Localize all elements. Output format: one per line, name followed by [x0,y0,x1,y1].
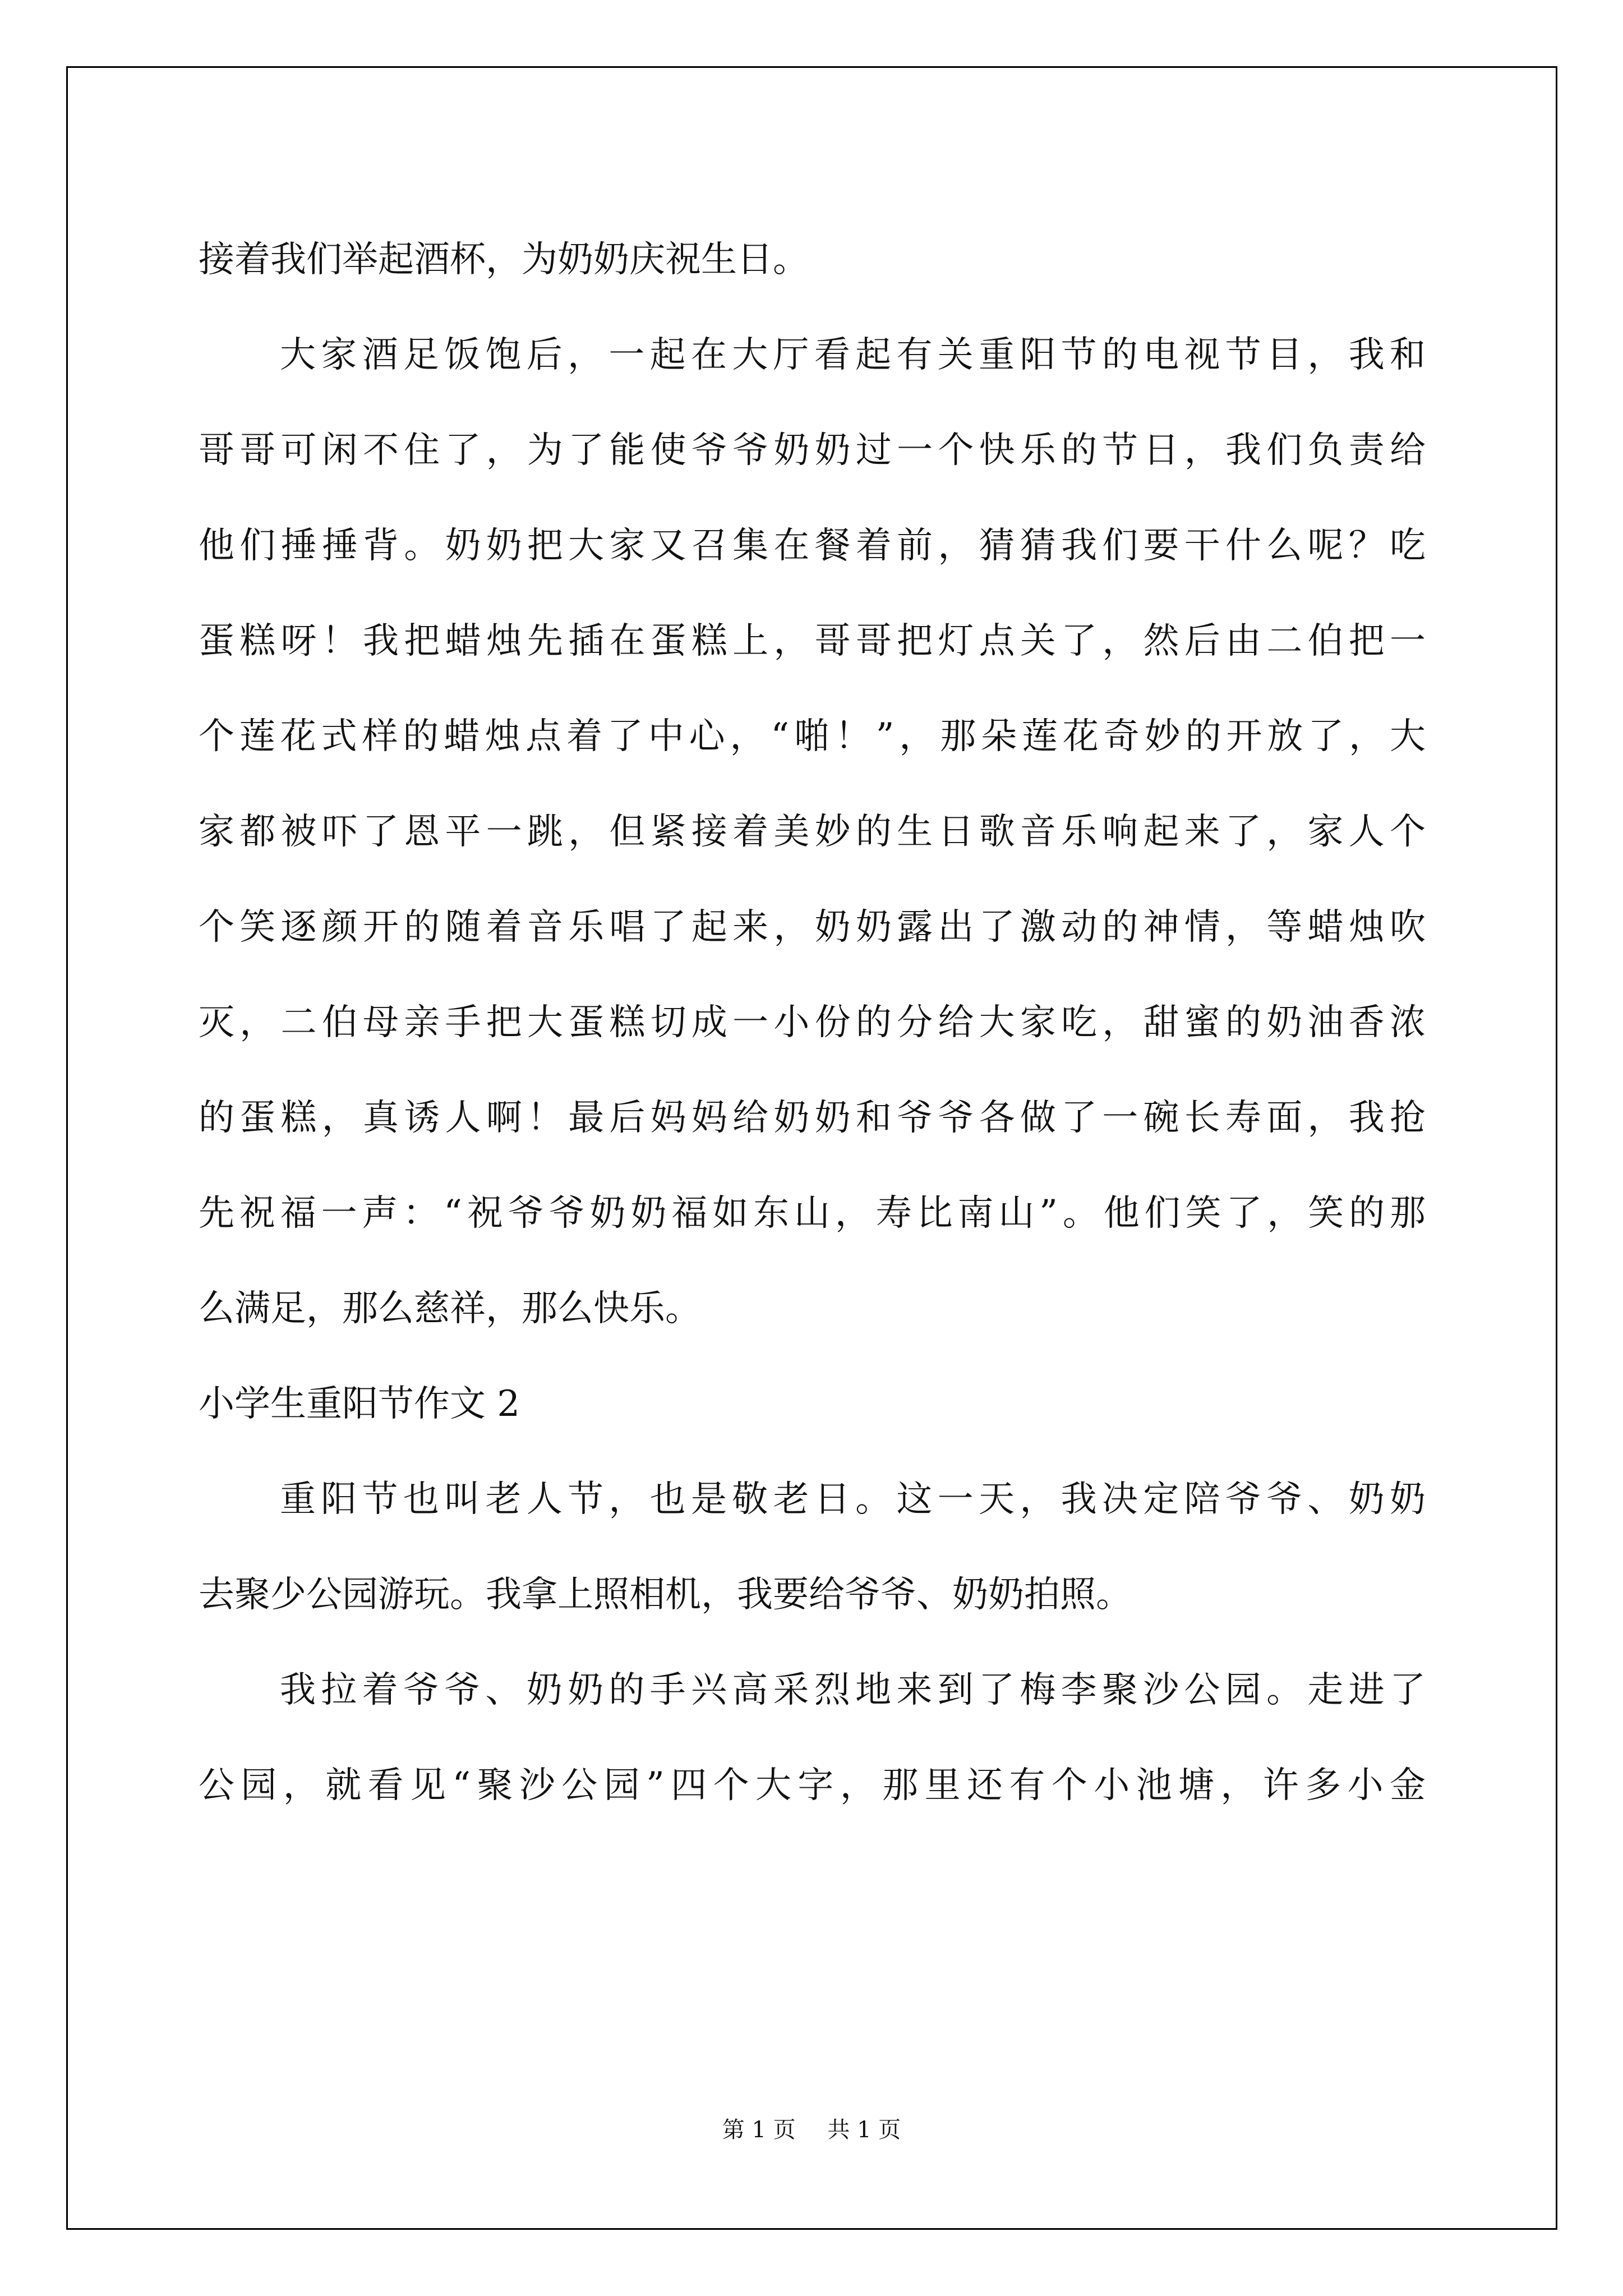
section-heading: 小学生重阳节作文 2 [199,1383,520,1425]
text-line: 他们捶捶背。奶奶把大家又召集在餐着前，猜猜我们要干什么呢？吃 [199,525,1426,567]
paragraph-start-line: 重阳节也叫老人节，也是敬老日。这一天，我决定陪爷爷、奶奶 [280,1479,1426,1520]
paragraph-start-line: 大家酒足饭饱后，一起在大厅看起有关重阳节的电视节目，我和 [280,334,1426,376]
text-line: 家都被吓了恩平一跳，但紧接着美妙的生日歌音乐响起来了，家人个 [199,811,1426,853]
text-line: 公园，就看见“聚沙公园”四个大字，那里还有个小池塘，许多小金 [199,1765,1426,1806]
text-line: 么满足，那么慈祥，那么快乐。 [199,1288,701,1329]
page-footer [0,2112,1623,2144]
text-line: 蛋糕呀！我把蜡烛先插在蛋糕上，哥哥把灯点关了，然后由二伯把一 [199,620,1426,662]
page-number: 第 1 页 [722,2117,796,2143]
text-line: 个笑逐颜开的随着音乐唱了起来，奶奶露出了激动的神情，等蜡烛吹 [199,907,1426,948]
paragraph-start-line: 我拉着爷爷、奶奶的手兴高采烈地来到了梅李聚沙公园。走进了 [280,1669,1426,1711]
document-body [199,212,1426,1833]
text-line: 去聚少公园游玩。我拿上照相机，我要给爷爷、奶奶拍照。 [199,1574,1132,1616]
text-line: 接着我们举起酒杯，为奶奶庆祝生日。 [199,239,809,280]
page-total: 共 1 页 [827,2117,901,2143]
text-line: 先祝福一声：“祝爷爷奶奶福如东山，寿比南山”。他们笑了，笑的那 [199,1193,1426,1234]
text-line: 哥哥可闲不住了，为了能使爷爷奶奶过一个快乐的节日，我们负责给 [199,430,1426,471]
text-line: 个莲花式样的蜡烛点着了中心，“啪！”，那朵莲花奇妙的开放了，大 [199,716,1426,757]
text-line: 灭，二伯母亲手把大蛋糕切成一小份的分给大家吃，甜蜜的奶油香浓 [199,1002,1426,1043]
text-line: 的蛋糕，真诱人啊！最后妈妈给奶奶和爷爷各做了一碗长寿面，我抢 [199,1097,1426,1139]
